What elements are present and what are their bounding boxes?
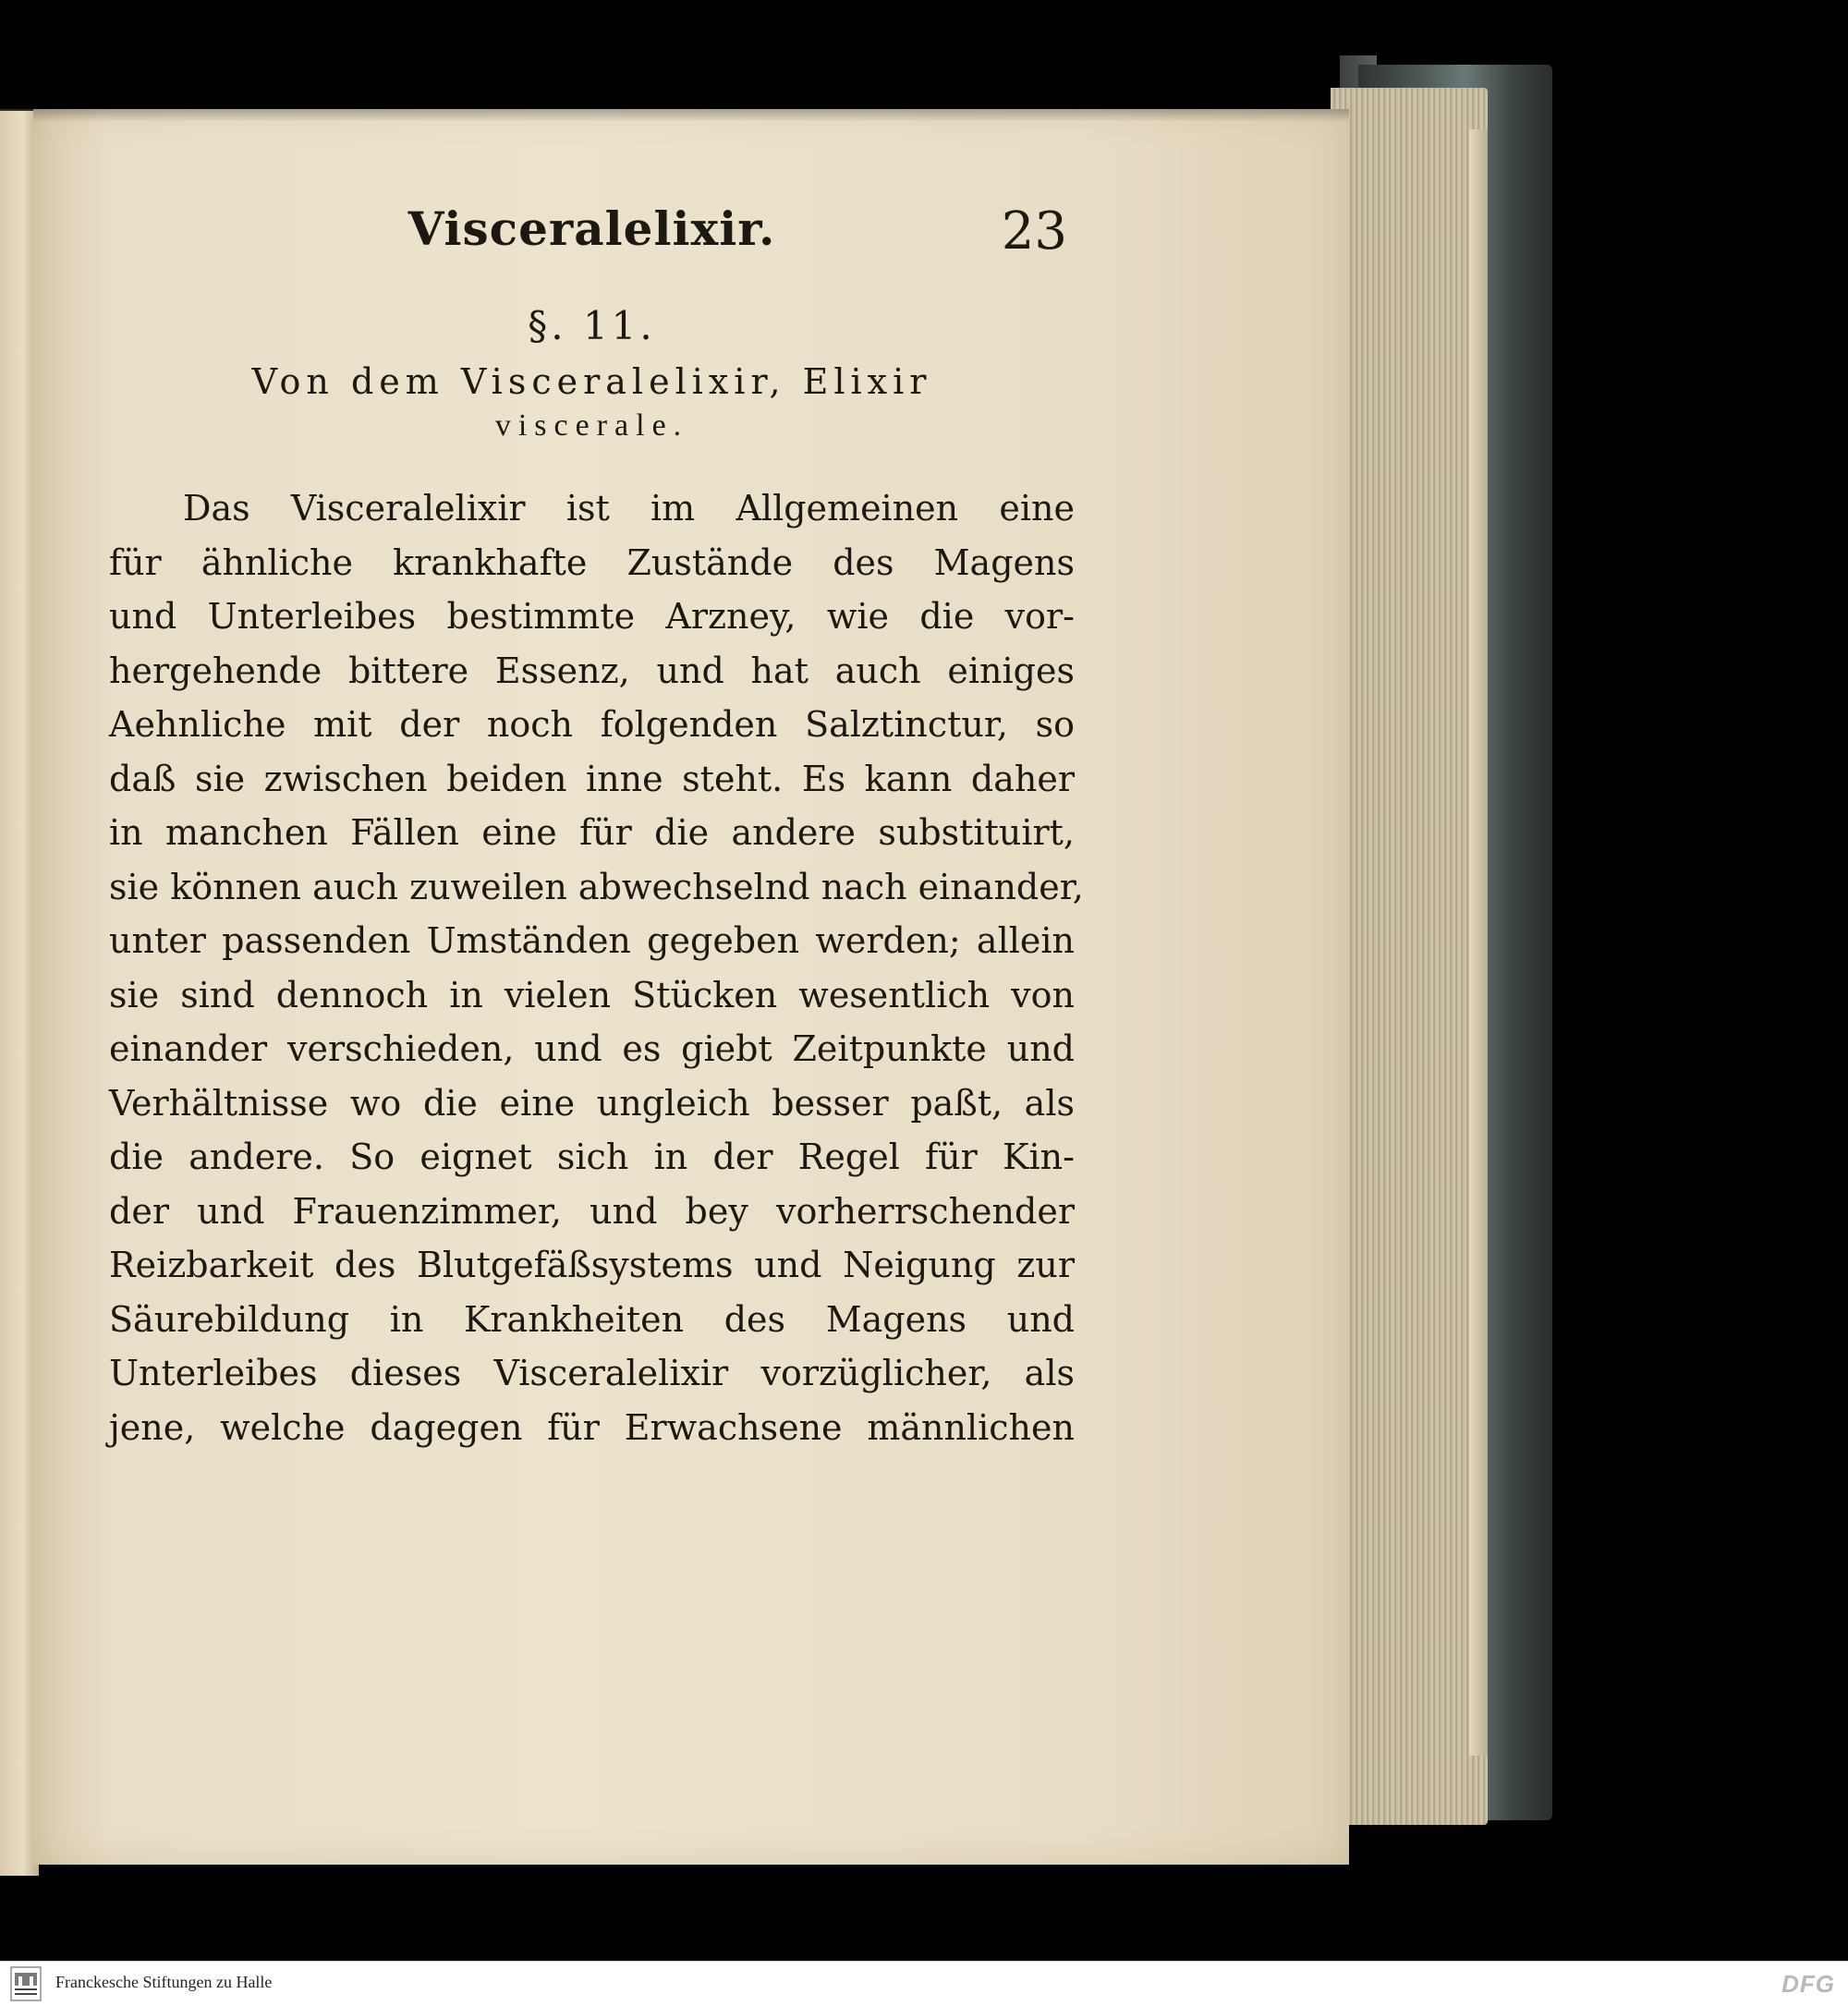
text-line: Unterleibes dieses Visceralelixir vorzüglicher, als [109, 1353, 1075, 1394]
text-line: Verhältnisse wo die eine ungleich besser paßt, als [109, 1082, 1075, 1124]
text-line: in manchen Fällen eine für die andere substituirt, [109, 812, 1075, 854]
text-line: unter passenden Umständen gegeben werden; allein [109, 920, 1075, 962]
text-line: daß sie zwischen beiden inne steht. Es kann daher [109, 758, 1075, 799]
text-line: für ähnliche krankhafte Zustände des Magens [109, 541, 1075, 583]
section-heading: Von dem Visceralelixir, Elixir [251, 361, 932, 402]
text-line: Säurebildung in Krankheiten des Magens und [109, 1298, 1075, 1340]
text-line: hergehende bittere Essenz, und hat auch einiges [109, 650, 1075, 691]
page-block-edges [1331, 88, 1488, 1825]
dfg-logo: DFG [1781, 1970, 1835, 1998]
text-line: Das Visceralelixir ist im Allgemeinen eine [183, 488, 1075, 529]
text-line: und Unterleibes bestimmte Arzney, wie die vor- [109, 596, 1075, 638]
running-head [109, 201, 1075, 285]
text-line: sie sind dennoch in vielen Stücken wesentlich von [109, 974, 1075, 1015]
text-line: sie können auch zuweilen abwechselnd nach einander, [109, 866, 1084, 907]
text-line: die andere. So eignet sich in der Regel für Kin- [109, 1137, 1075, 1178]
text-block [109, 201, 1084, 1454]
text-line: der und Frauenzimmer, und bey vorherrschender [109, 1190, 1075, 1232]
book-page [33, 109, 1349, 1865]
text-line: jene, welche dagegen für Erwachsene männlichen [109, 1406, 1075, 1448]
institution-name[interactable]: Franckesche Stiftungen zu Halle [55, 1973, 273, 1991]
section-number: §. 11. [528, 303, 656, 348]
page-edge-lip [1469, 129, 1488, 1756]
body-text [109, 481, 1084, 1454]
franckesche-stiftungen-logo-icon[interactable] [6, 1965, 46, 2002]
running-title: Visceralelixir. [407, 201, 776, 256]
section-heading-continuation: viscerale. [494, 407, 689, 443]
text-line: Reizbarkeit des Blutgefäßsystems und Neigung zur [109, 1245, 1075, 1286]
text-line: Aehnliche mit der noch folgenden Salztinctur, so [109, 704, 1075, 746]
text-line: einander verschieden, und es giebt Zeitpunkte und [109, 1028, 1075, 1070]
page-number: 23 [1001, 201, 1067, 261]
viewer-footer [0, 1961, 1848, 2006]
